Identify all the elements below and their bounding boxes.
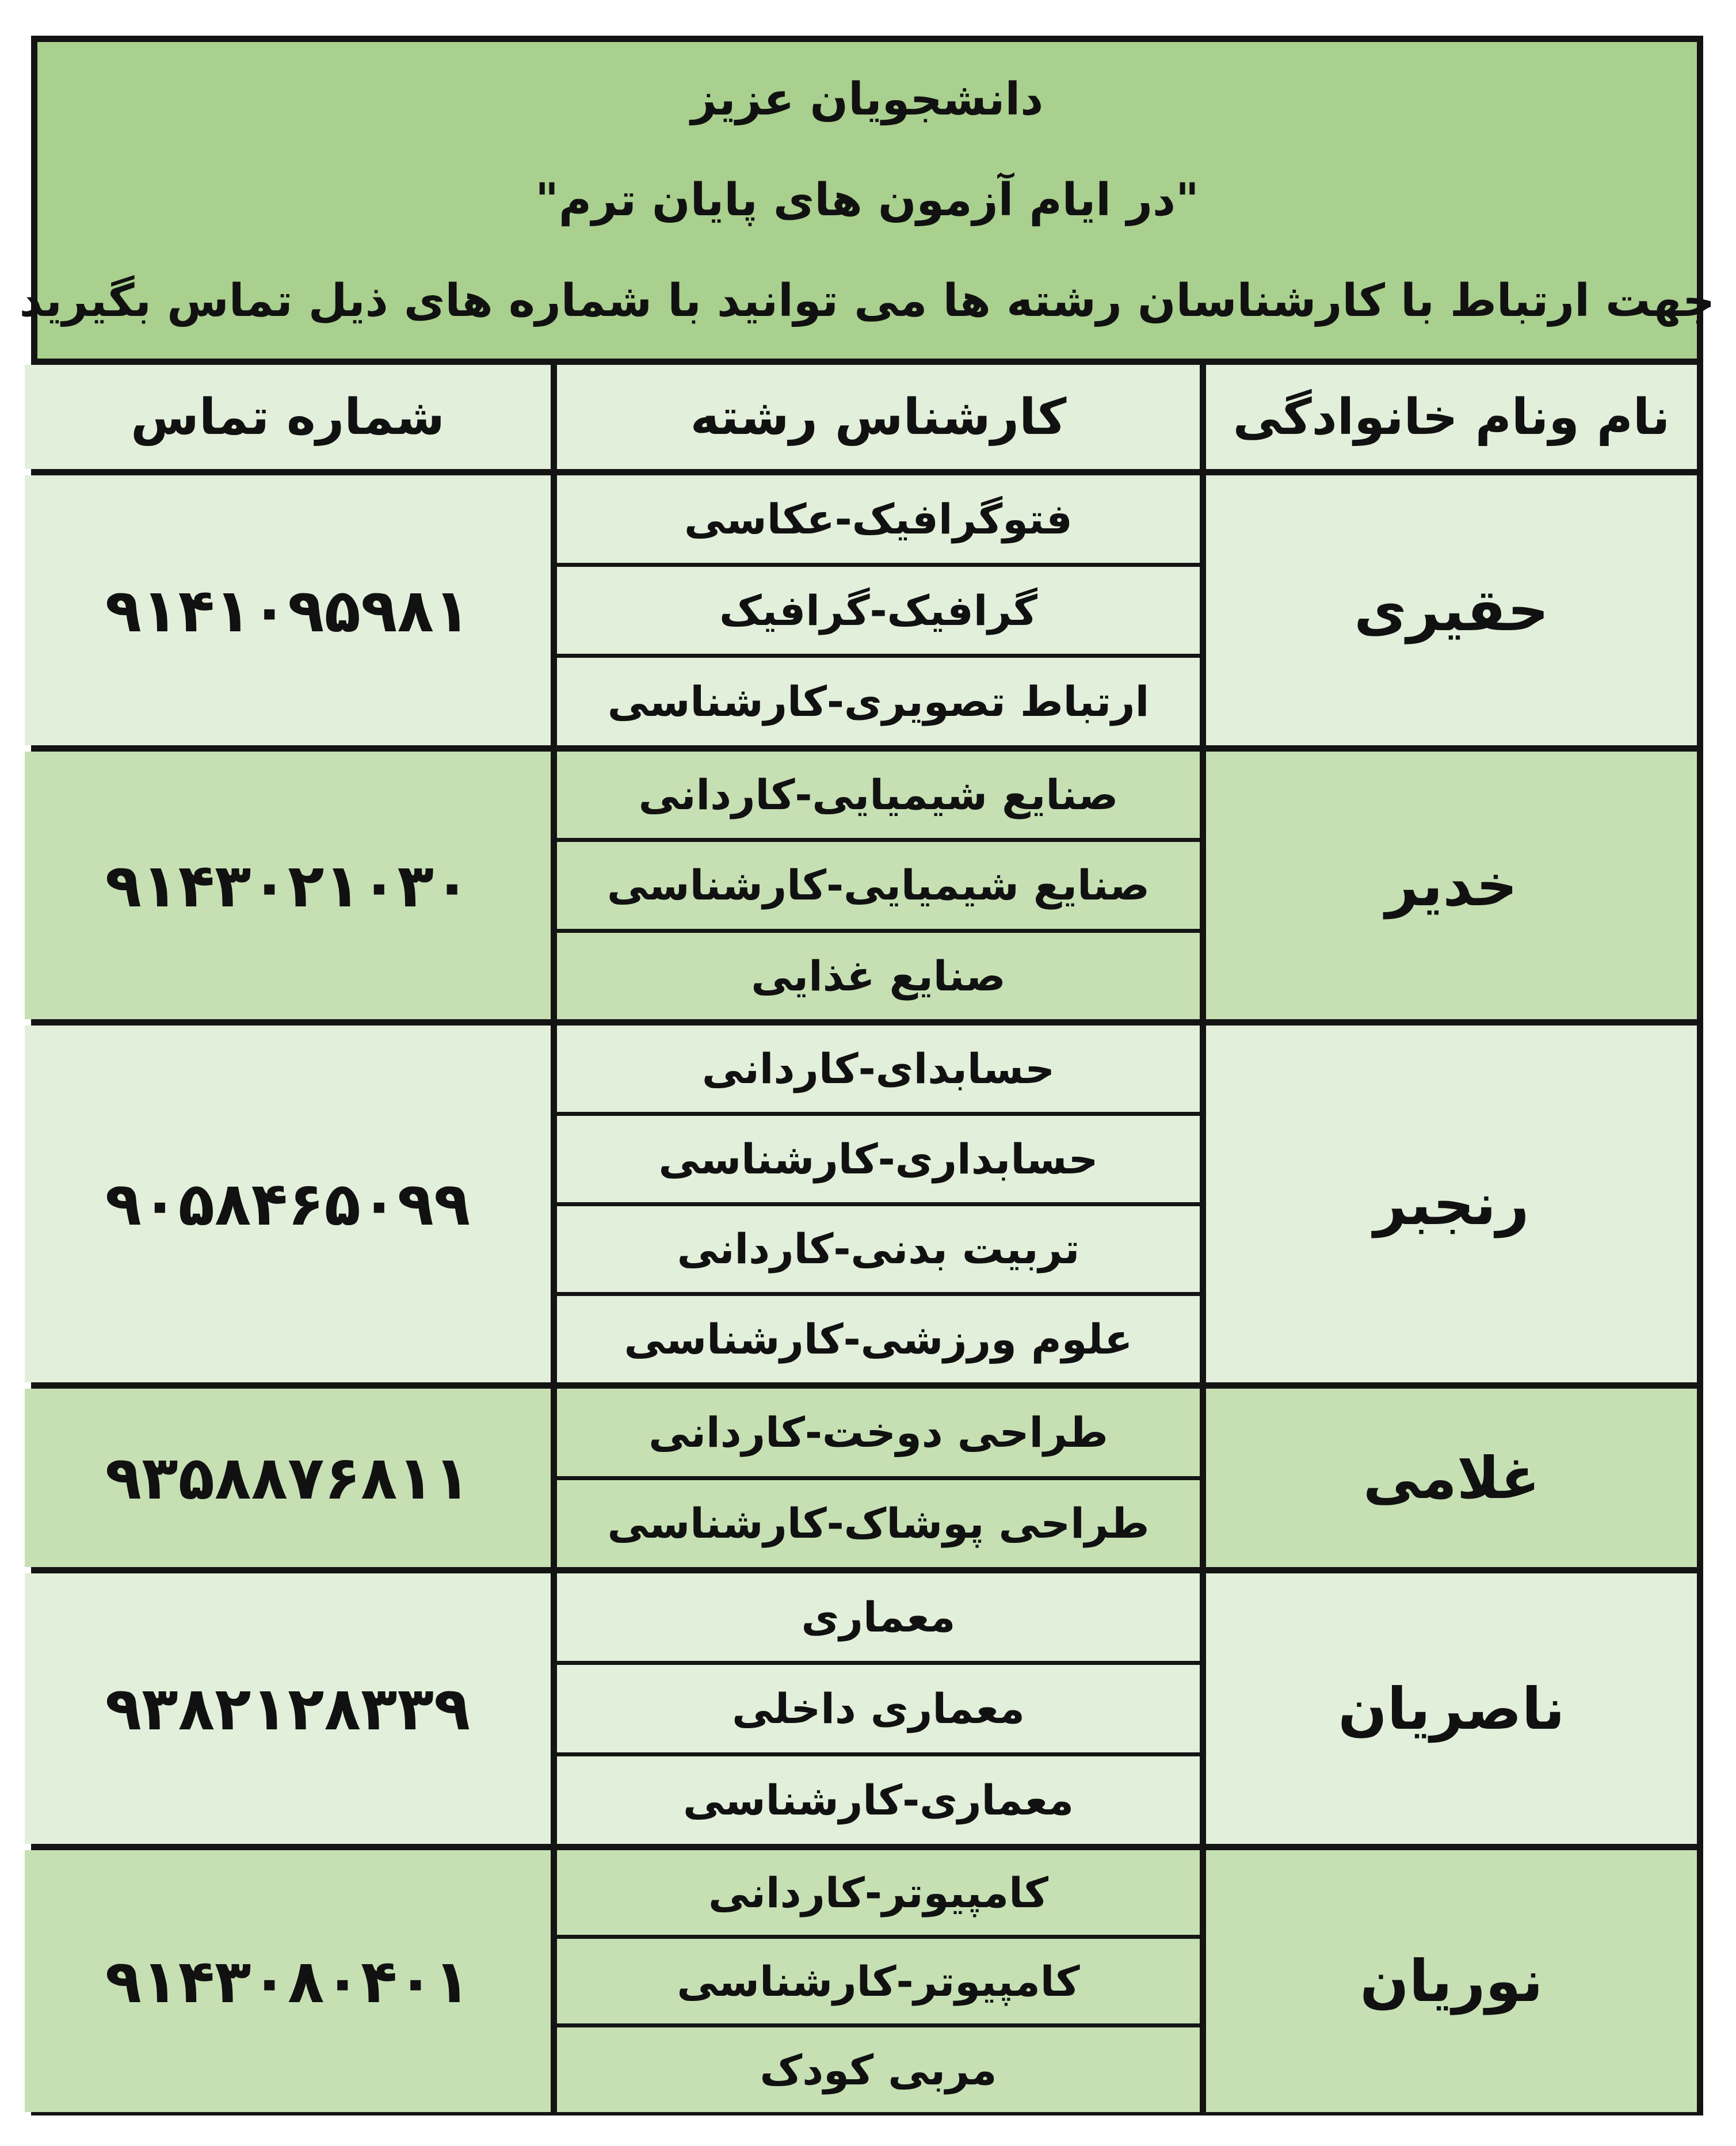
phone-number: ۹۱۴۳۰۸۰۴۰۱ xyxy=(25,1850,551,2112)
expert-name: رنجبر xyxy=(1206,1026,1697,1382)
table-body xyxy=(37,365,1697,2109)
field-item: حسابدای-کاردانی xyxy=(557,1026,1200,1112)
expert-name: ناصریان xyxy=(1206,1573,1697,1844)
contact-table xyxy=(19,36,1715,2115)
phone-number: ۹۰۵۸۴۶۵۰۹۹ xyxy=(25,1026,551,1382)
phone-number: ۹۱۴۱۰۹۵۹۸۱ xyxy=(25,475,551,745)
greeting-title: دانشجویان عزیز xyxy=(690,74,1044,126)
field-item: صنایع شیمیایی-کارشناسی xyxy=(557,842,1200,928)
field-list xyxy=(557,1850,1200,2112)
field-item: تربیت بدنی-کاردانی xyxy=(557,1206,1200,1293)
field-item: کامپیوتر-کارشناسی xyxy=(557,1939,1200,2023)
field-item: معماری-کارشناسی xyxy=(557,1756,1200,1844)
field-item: ارتباط تصویری-کارشناسی xyxy=(557,658,1200,745)
exam-period-subtitle: "در ایام آزمون های پایان ترم" xyxy=(535,174,1199,227)
field-item: صنایع غذایی xyxy=(557,933,1200,1019)
field-item: علوم ورزشی-کارشناسی xyxy=(557,1296,1200,1382)
field-item: صنایع شیمیایی-کاردانی xyxy=(557,752,1200,838)
field-item: فتوگرافیک-عکاسی xyxy=(557,475,1200,563)
field-item: گرافیک-گرافیک xyxy=(557,567,1200,654)
field-item: معماری xyxy=(557,1573,1200,1661)
phone-number: ۹۱۴۳۰۲۱۰۳۰ xyxy=(25,752,551,1019)
field-list xyxy=(557,1573,1200,1844)
phone-number: ۹۳۸۲۱۲۸۳۳۹ xyxy=(25,1573,551,1844)
field-list xyxy=(557,475,1200,745)
field-item: طراحی دوخت-کاردانی xyxy=(557,1389,1200,1476)
field-list xyxy=(557,1389,1200,1567)
column-header-name: نام ونام خانوادگی xyxy=(1206,365,1697,469)
field-item: کامپیوتر-کاردانی xyxy=(557,1850,1200,1935)
expert-name: غلامی xyxy=(1206,1389,1697,1567)
field-item: طراحی پوشاک-کارشناسی xyxy=(557,1480,1200,1568)
notice-banner xyxy=(19,42,1715,359)
expert-name: نوریان xyxy=(1206,1850,1697,2112)
expert-name: خدیر xyxy=(1206,752,1697,1019)
contact-instructions: جهت ارتباط با کارشناسان رشته ها می توانید با شماره های ذیل تماس بگیرید xyxy=(19,275,1715,327)
field-item: حسابداری-کارشناسی xyxy=(557,1116,1200,1202)
phone-number: ۹۳۵۸۸۷۶۸۱۱ xyxy=(25,1389,551,1567)
field-item: مربی کودک xyxy=(557,2027,1200,2112)
expert-name: حقیری xyxy=(1206,475,1697,745)
field-list xyxy=(557,1026,1200,1382)
column-header-field: کارشناس رشته xyxy=(557,365,1200,469)
field-list xyxy=(557,752,1200,1019)
column-header-phone: شماره تماس xyxy=(25,365,551,469)
field-item: معماری داخلی xyxy=(557,1665,1200,1752)
